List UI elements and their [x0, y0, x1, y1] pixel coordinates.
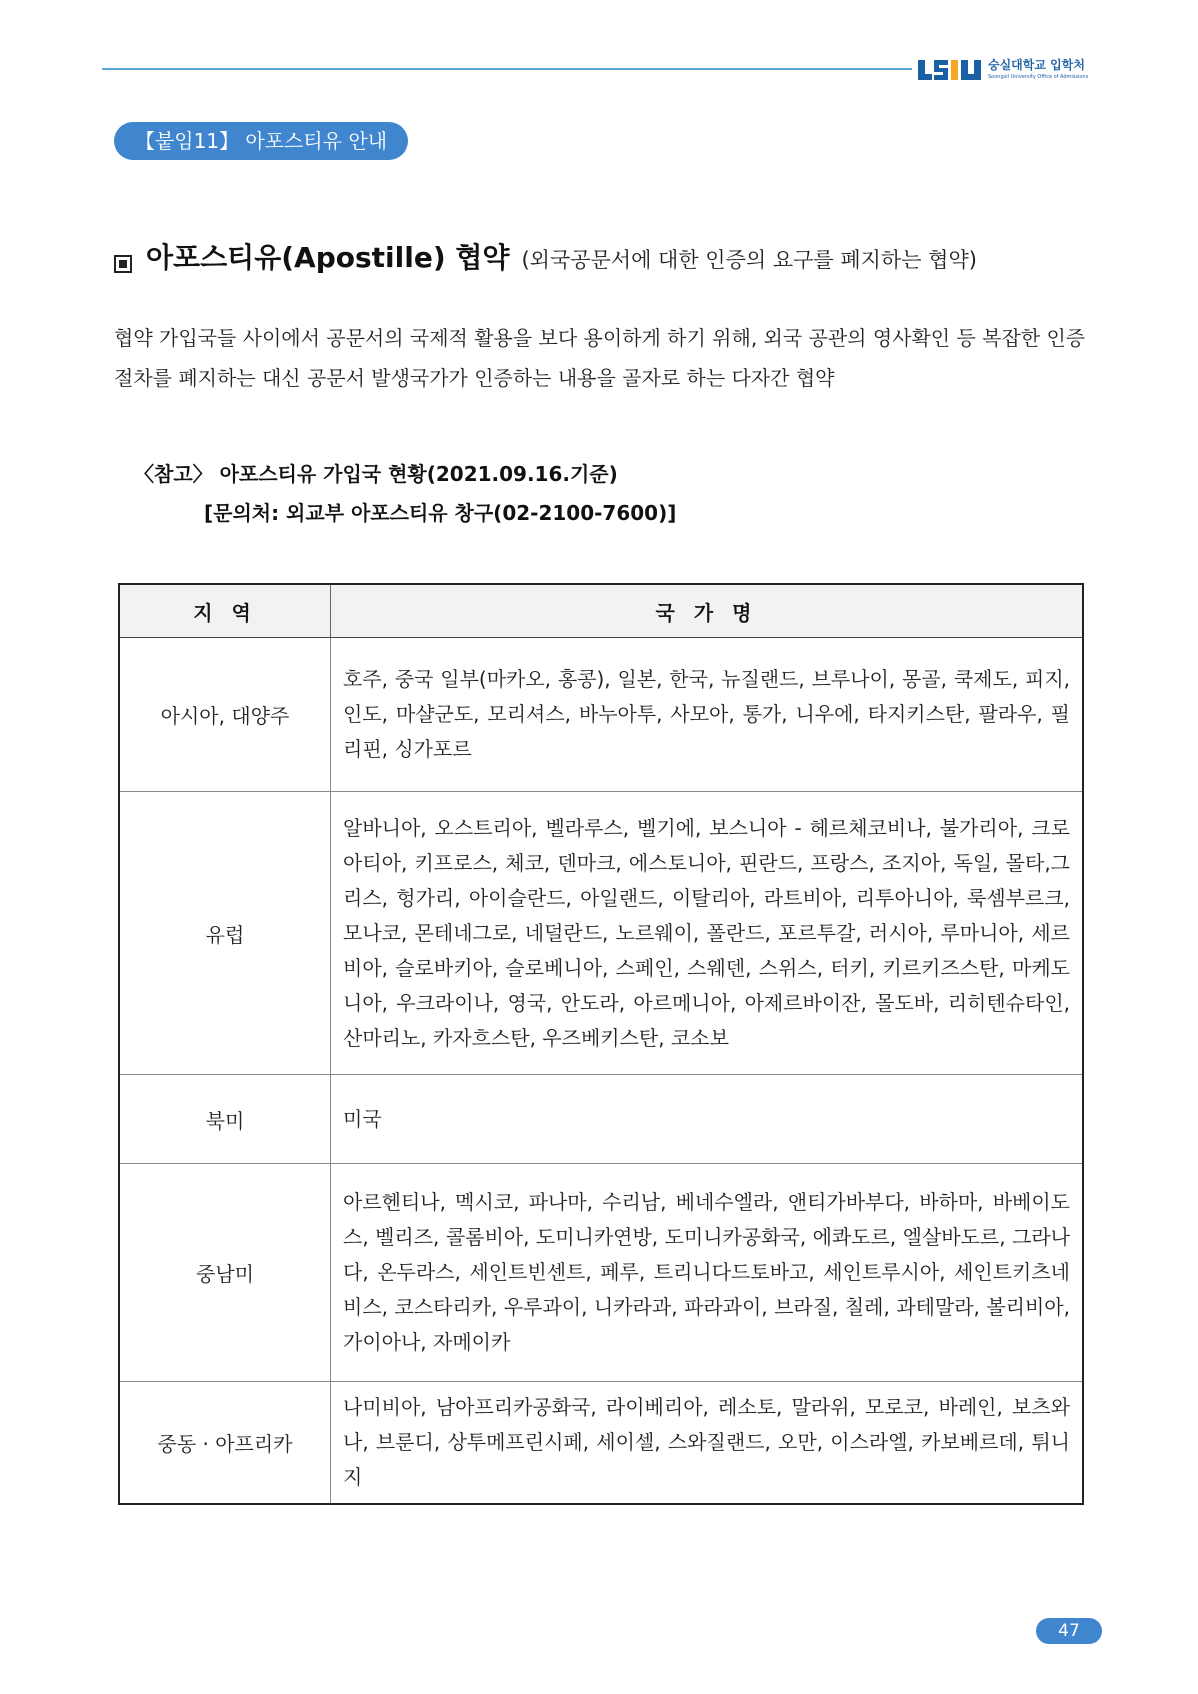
countries-cell: 아르헨티나, 멕시코, 파나마, 수리남, 베네수엘라, 앤티가바부다, 바하마, 바베이도스, 벨리즈, 콜롬비아, 도미니카연방, 도미니카공화국, 에콰도르, 엘살바도르, 그라나다, 온두라스, 세인트빈센트, 페루, 트리니다드토바고, 세인트루시아, 세인트키츠네비스, 코스타리카, 우루과이, 니카라과, 파라과이, 브라질, 칠레, 과테말라, 볼리비아, 가이아나, 자메이카	[331, 1164, 1084, 1382]
university-logo-icon	[918, 56, 984, 86]
university-logo-text	[988, 56, 1088, 80]
table-row	[119, 1075, 1083, 1164]
heading-subtitle: (외국공문서에 대한 인증의 요구를 폐지하는 협약)	[521, 248, 977, 272]
region-cell: 아시아, 대양주	[119, 638, 331, 792]
apostille-countries-table	[118, 583, 1084, 1505]
reference-note: 〈참고〉 아포스티유 가입국 현황(2021.09.16.기준)	[134, 462, 618, 486]
contact-note: [문의처: 외교부 아포스티유 창구(02-2100-7600)]	[204, 501, 677, 525]
table-row	[119, 792, 1083, 1075]
region-cell: 중남미	[119, 1164, 331, 1382]
heading-title: 아포스티유(Apostille) 협약	[146, 241, 510, 274]
logo-english: Soongsil University Office of Admissions	[988, 74, 1089, 80]
table-row	[119, 1382, 1083, 1504]
square-bullet-icon	[114, 255, 132, 273]
table-row	[119, 638, 1083, 792]
page-heading	[114, 236, 977, 276]
countries-cell: 미국	[331, 1075, 1084, 1164]
countries-cell: 나미비아, 남아프리카공화국, 라이베리아, 레소토, 말라위, 모로코, 바레인, 보츠와나, 브룬디, 상투메프린시페, 세이셀, 스와질랜드, 오만, 이스라엘, 카보베르데, 튀니지	[331, 1382, 1084, 1504]
header-region: 지 역	[119, 584, 331, 638]
countries-cell: 알바니아, 오스트리아, 벨라루스, 벨기에, 보스니아 - 헤르체코비나, 불가리아, 크로아티아, 키프로스, 체코, 덴마크, 에스토니아, 핀란드, 프랑스, 조지아, 독일, 몰타,그리스, 헝가리, 아이슬란드, 아일랜드, 이탈리아, 라트비아, 리투아니아, 룩셈부르크,모나코, 몬테네그로, 네덜란드, 노르웨이, 폴란드, 포르투갈, 러시아, 루마니아, 세르비아, 슬로바키아, 슬로베니아, 스페인, 스웨덴, 스위스, 터키, 키르키즈스탄, 마케도니아, 우크라이나, 영국, 안도라, 아르메니아, 아제르바이잔, 몰도바, 리히텐슈타인, 산마리노, 카자흐스탄, 우즈베키스탄, 코소보	[331, 792, 1084, 1075]
header-rule	[102, 68, 912, 70]
page-number-badge: 47	[1036, 1618, 1102, 1644]
section-label-pill: 【붙임11】 아포스티유 안내	[114, 122, 408, 160]
table-header-row	[119, 584, 1083, 638]
header-countries: 국 가 명	[331, 584, 1084, 638]
region-cell: 중동 · 아프리카	[119, 1382, 331, 1504]
region-cell: 북미	[119, 1075, 331, 1164]
countries-cell: 호주, 중국 일부(마카오, 홍콩), 일본, 한국, 뉴질랜드, 브루나이, 몽골, 쿡제도, 피지, 인도, 마샬군도, 모리셔스, 바누아투, 사모아, 통가, 니우에, 타지키스탄, 팔라우, 필리핀, 싱가포르	[331, 638, 1084, 792]
intro-paragraph: 협약 가입국들 사이에서 공문서의 국제적 활용을 보다 용이하게 하기 위해, 외국 공관의 영사확인 등 복잡한 인증 절차를 폐지하는 대신 공문서 발생국가가 인증하는 내용을 골자로 하는 다자간 협약	[114, 326, 1086, 390]
region-cell: 유럽	[119, 792, 331, 1075]
logo-korean: 숭실대학교 입학처	[988, 58, 1085, 72]
table-row	[119, 1164, 1083, 1382]
